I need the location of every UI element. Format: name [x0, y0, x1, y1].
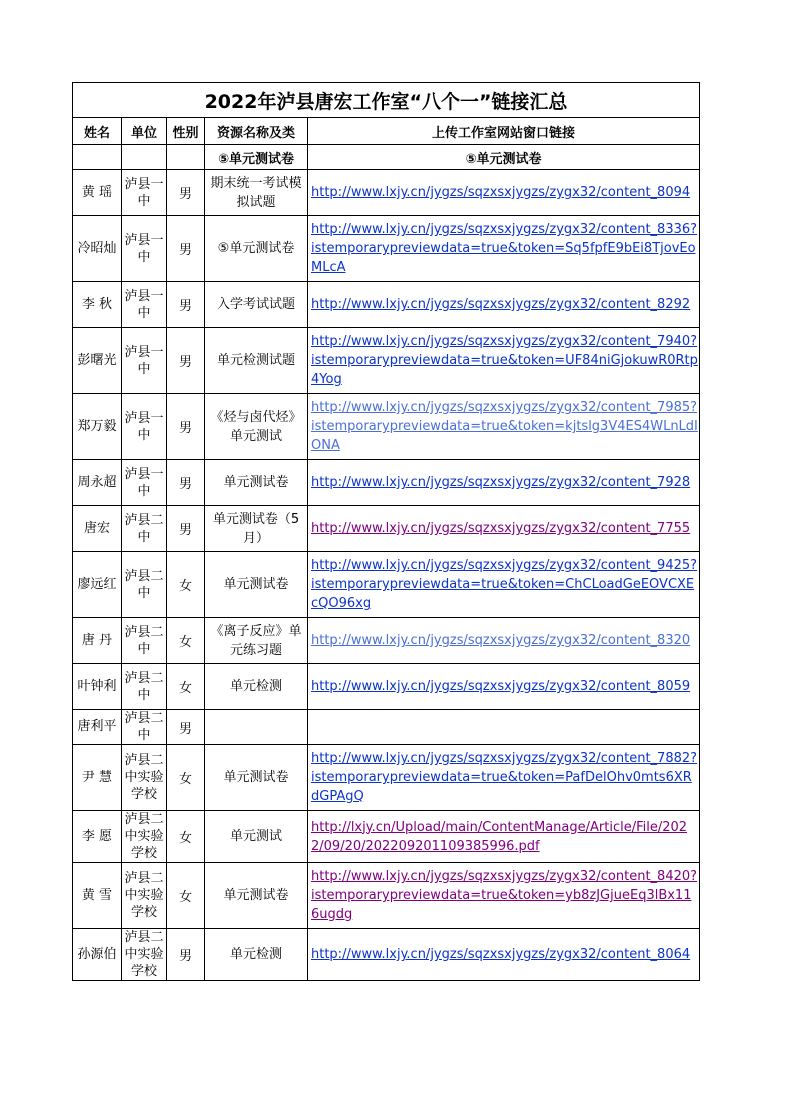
sex-cell: 女: [167, 863, 205, 929]
unit-cell: 泸县二中: [122, 552, 167, 618]
sex-cell: 女: [167, 552, 205, 618]
page-title: 2022年泸县唐宏工作室“八个一”链接汇总: [73, 83, 700, 118]
name-cell: 唐宏: [73, 506, 122, 552]
resource-cell: 《烃与卤代烃》单元测试: [205, 394, 308, 460]
name-cell: 李 秋: [73, 282, 122, 328]
link-cell: [308, 745, 700, 811]
resource-cell: ⑤单元测试卷: [205, 216, 308, 282]
resource-link[interactable]: http://www.lxjy.cn/jygzs/sqzxsxjygzs/zygx32/content_8059: [311, 679, 691, 694]
table-row: [73, 394, 700, 460]
unit-cell: 泸县一中: [122, 460, 167, 506]
unit-cell: 泸县一中: [122, 282, 167, 328]
table-row: [73, 929, 700, 981]
name-cell: 唐 丹: [73, 618, 122, 664]
resource-cell: 单元测试卷: [205, 745, 308, 811]
link-cell: [308, 170, 700, 216]
unit-cell: 泸县二中实验学校: [122, 811, 167, 863]
link-cell: [308, 863, 700, 929]
resource-cell: 单元检测: [205, 929, 308, 981]
name-cell: 廖远红: [73, 552, 122, 618]
link-cell: [308, 282, 700, 328]
name-cell: 唐利平: [73, 710, 122, 745]
header-resource: 资源名称及类: [205, 118, 308, 145]
header-unit: 单位: [122, 118, 167, 145]
sex-cell: 男: [167, 710, 205, 745]
name-cell: 叶钟利: [73, 664, 122, 710]
header-sex: 性别: [167, 118, 205, 145]
name-cell: 冷昭灿: [73, 216, 122, 282]
subheader-link: ⑤单元测试卷: [308, 145, 700, 170]
table-row: [73, 216, 700, 282]
resource-cell: 入学考试试题: [205, 282, 308, 328]
unit-cell: 泸县二中实验学校: [122, 745, 167, 811]
subheader-empty: [73, 145, 122, 170]
table-row: [73, 552, 700, 618]
table-row: [73, 328, 700, 394]
name-cell: 周永超: [73, 460, 122, 506]
resource-link[interactable]: http://lxjy.cn/Upload/main/ContentManage/Article/File/2022/09/20/202209201109385996.pdf: [311, 819, 688, 854]
resource-link[interactable]: http://www.lxjy.cn/jygzs/sqzxsxjygzs/zygx32/content_7928: [311, 475, 691, 490]
resource-link[interactable]: http://www.lxjy.cn/jygzs/sqzxsxjygzs/zygx32/content_8336?istemporarypreviewdata=true&token=Sq5fpfE9bEi8TjovEoMLcA: [311, 222, 698, 275]
table-row: [73, 811, 700, 863]
unit-cell: 泸县一中: [122, 328, 167, 394]
resource-link[interactable]: http://www.lxjy.cn/jygzs/sqzxsxjygzs/zygx32/content_8094: [311, 185, 691, 200]
name-cell: 黄 瑶: [73, 170, 122, 216]
link-cell: [308, 664, 700, 710]
resource-link[interactable]: http://www.lxjy.cn/jygzs/sqzxsxjygzs/zygx32/content_8420?istemporarypreviewdata=true&token=yb8zJGjueEq3lBx116ugdg: [311, 869, 698, 922]
name-cell: 李 愿: [73, 811, 122, 863]
table-row: [73, 618, 700, 664]
unit-cell: 泸县二中实验学校: [122, 863, 167, 929]
resource-link[interactable]: http://www.lxjy.cn/jygzs/sqzxsxjygzs/zygx32/content_7940?istemporarypreviewdata=true&token=UF84niGjokuwR0Rtp4Yog: [311, 334, 698, 387]
link-cell: [308, 618, 700, 664]
unit-cell: 泸县一中: [122, 394, 167, 460]
unit-cell: 泸县二中: [122, 506, 167, 552]
sex-cell: 女: [167, 811, 205, 863]
subheader-resource: ⑤单元测试卷: [205, 145, 308, 170]
name-cell: 彭曙光: [73, 328, 122, 394]
resource-link[interactable]: http://www.lxjy.cn/jygzs/sqzxsxjygzs/zygx32/content_8320: [311, 633, 691, 648]
resource-cell: 单元测试卷: [205, 552, 308, 618]
unit-cell: 泸县二中实验学校: [122, 929, 167, 981]
name-cell: 孙源伯: [73, 929, 122, 981]
link-cell: [308, 328, 700, 394]
sex-cell: 男: [167, 394, 205, 460]
name-cell: 郑万毅: [73, 394, 122, 460]
sex-cell: 女: [167, 745, 205, 811]
unit-cell: 泸县一中: [122, 216, 167, 282]
resource-cell: 期末统一考试模拟试题: [205, 170, 308, 216]
sex-cell: 女: [167, 618, 205, 664]
resource-cell: 单元测试卷: [205, 863, 308, 929]
resource-cell: 单元检测试题: [205, 328, 308, 394]
sex-cell: 男: [167, 282, 205, 328]
sex-cell: 男: [167, 328, 205, 394]
unit-cell: 泸县二中: [122, 664, 167, 710]
resource-cell: 单元测试: [205, 811, 308, 863]
table-row: [73, 863, 700, 929]
sex-cell: 男: [167, 216, 205, 282]
table-row: [73, 506, 700, 552]
resource-link[interactable]: http://www.lxjy.cn/jygzs/sqzxsxjygzs/zygx32/content_7985?istemporarypreviewdata=true&token=kjtslg3V4ES4WLnLdIONA: [311, 400, 698, 453]
link-cell: [308, 216, 700, 282]
table-row: [73, 460, 700, 506]
subheader-empty: [122, 145, 167, 170]
resource-cell: 单元测试卷（5月）: [205, 506, 308, 552]
table-row: [73, 745, 700, 811]
header-name: 姓名: [73, 118, 122, 145]
resource-link[interactable]: http://www.lxjy.cn/jygzs/sqzxsxjygzs/zygx32/content_7882?istemporarypreviewdata=true&token=PafDelOhv0mts6XRdGPAgQ: [311, 751, 698, 804]
resource-link[interactable]: http://www.lxjy.cn/jygzs/sqzxsxjygzs/zygx32/content_8064: [311, 947, 691, 962]
sex-cell: 女: [167, 664, 205, 710]
name-cell: 黄 雪: [73, 863, 122, 929]
name-cell: 尹 慧: [73, 745, 122, 811]
resource-cell: 单元测试卷: [205, 460, 308, 506]
resource-cell: [205, 710, 308, 745]
resource-cell: 单元检测: [205, 664, 308, 710]
sex-cell: 男: [167, 929, 205, 981]
link-cell: [308, 506, 700, 552]
unit-cell: 泸县二中: [122, 710, 167, 745]
table-row: [73, 664, 700, 710]
sex-cell: 男: [167, 460, 205, 506]
link-cell: [308, 811, 700, 863]
unit-cell: 泸县一中: [122, 170, 167, 216]
sex-cell: 男: [167, 506, 205, 552]
resource-cell: 《离子反应》单元练习题: [205, 618, 308, 664]
link-cell: [308, 460, 700, 506]
table-row: [73, 282, 700, 328]
unit-cell: 泸县二中: [122, 618, 167, 664]
link-cell: [308, 552, 700, 618]
sex-cell: 男: [167, 170, 205, 216]
link-cell: [308, 929, 700, 981]
resource-link[interactable]: http://www.lxjy.cn/jygzs/sqzxsxjygzs/zygx32/content_8292: [311, 297, 691, 312]
table-row: [73, 170, 700, 216]
subheader-empty: [167, 145, 205, 170]
header-link: 上传工作室网站窗口链接: [308, 118, 700, 145]
link-cell: [308, 394, 700, 460]
resource-link[interactable]: http://www.lxjy.cn/jygzs/sqzxsxjygzs/zygx32/content_7755: [311, 521, 691, 536]
table-row: [73, 710, 700, 745]
summary-table: [72, 82, 700, 981]
resource-link[interactable]: http://www.lxjy.cn/jygzs/sqzxsxjygzs/zygx32/content_9425?istemporarypreviewdata=true&token=ChCLoadGeEOVCXEcQO96xg: [311, 558, 698, 611]
link-cell: [308, 710, 700, 745]
